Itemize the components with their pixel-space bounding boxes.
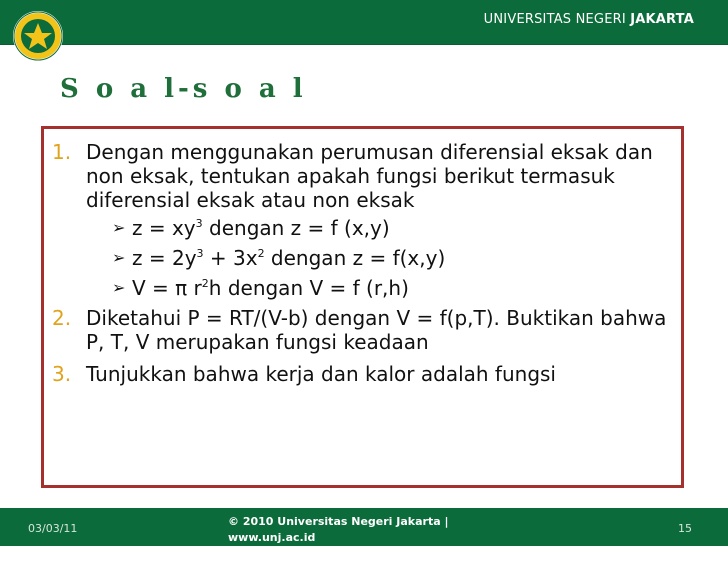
slide-title: S o a l-s o a l [60, 74, 307, 104]
arrow-bullet-icon: ➢ [112, 278, 126, 297]
question-list [50, 140, 690, 386]
footer-bar [0, 508, 728, 560]
sub-item-text-post: dengan z = f (x,y) [202, 216, 390, 240]
list-item [50, 306, 690, 354]
footer-copyright-tail: | [228, 547, 233, 560]
item-text: Tunjukkan bahwa kerja dan kalor adalah fungsi [86, 362, 556, 386]
sub-item [50, 216, 690, 240]
list-item [50, 140, 690, 212]
sub-item-text-pre: z = 2y [132, 246, 197, 270]
footer-copyright [228, 514, 518, 562]
arrow-bullet-icon: ➢ [112, 248, 126, 267]
footer-date: 03/03/11 [28, 522, 78, 535]
university-name-bold: JAKARTA [630, 12, 694, 27]
sub-item-text-post: dengan z = f(x,y) [264, 246, 446, 270]
sub-item-superscript: 3 [195, 217, 203, 230]
sub-item-superscript: 2 [201, 277, 209, 290]
sub-item-text-mid: + 3x [203, 246, 258, 270]
item-text: Dengan menggunakan perumusan diferensial eksak dan non eksak, tentukan apakah fungsi berikut termasuk diferensial eksak atau non eksak [86, 140, 653, 212]
sub-item-superscript: 3 [196, 247, 204, 260]
university-name-regular: UNIVERSITAS NEGERI [483, 12, 626, 27]
sub-item-superscript-2: 2 [257, 247, 265, 260]
item-text: Diketahui P = RT/(V-b) dengan V = f(p,T). Buktikan bahwa P, T, V merupakan fungsi keadaan [86, 306, 667, 354]
sub-item-text-post: h dengan V = f (r,h) [208, 276, 409, 300]
list-item [50, 362, 690, 386]
item-number: 1. [52, 140, 72, 164]
arrow-bullet-icon: ➢ [112, 218, 126, 237]
university-name [484, 12, 694, 27]
sub-item-text-pre: z = xy [132, 216, 196, 240]
university-logo-icon [8, 6, 68, 66]
sub-item-text-pre: V = π r [132, 276, 202, 300]
page-number: 15 [678, 522, 692, 535]
item-number: 3. [52, 362, 72, 386]
item-number: 2. [52, 306, 72, 330]
footer-copyright-text: © 2010 Universitas Negeri Jakarta | www.unj.ac.id [228, 515, 449, 544]
sub-item [50, 246, 690, 270]
header-accent-line [0, 44, 728, 45]
sub-item [50, 276, 690, 300]
